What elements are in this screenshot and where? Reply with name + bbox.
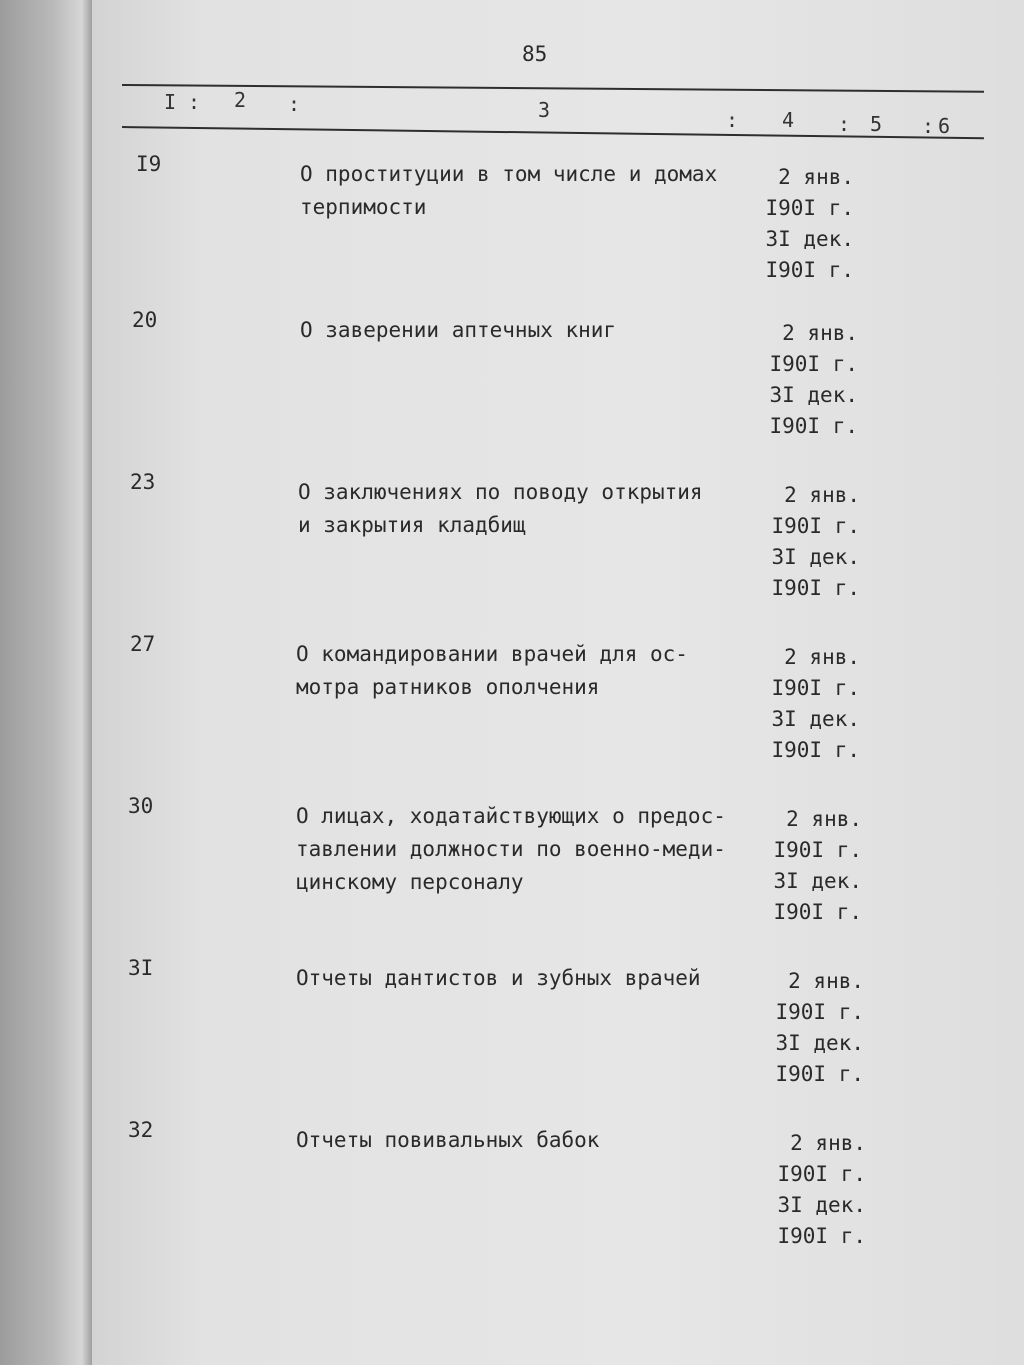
start-day: 2 янв. bbox=[784, 645, 860, 669]
entry-title: О заверении аптечных книг bbox=[300, 318, 617, 342]
end-year: I90I г. bbox=[773, 900, 862, 924]
entry-title: О лицах, ходатайствующих о предос- тавлении должности по военно-меди- цинскому персоналу bbox=[296, 804, 726, 894]
column-header-5: 5 bbox=[870, 112, 883, 136]
start-day: 2 янв. bbox=[786, 807, 862, 831]
entry-dates bbox=[740, 480, 860, 604]
start-day: 2 янв. bbox=[788, 969, 864, 993]
end-year: I90I г. bbox=[769, 414, 858, 438]
end-day: 3I дек. bbox=[771, 707, 860, 731]
start-day: 2 янв. bbox=[790, 1131, 866, 1155]
entry-title: О заключениях по поводу открытия и закрытия кладбищ bbox=[298, 480, 703, 537]
book-spine bbox=[0, 0, 96, 1365]
end-day: 3I дек. bbox=[765, 227, 854, 251]
start-year: I90I г. bbox=[773, 838, 862, 862]
entry-number: 32 bbox=[128, 1118, 154, 1142]
end-day: 3I дек. bbox=[769, 383, 858, 407]
column-separator-4: : bbox=[838, 112, 851, 136]
column-separator-5: : bbox=[922, 114, 935, 138]
page-number: 85 bbox=[522, 42, 548, 66]
column-separator-1: : bbox=[188, 90, 201, 114]
entry-number: 20 bbox=[132, 308, 158, 332]
end-day: 3I дек. bbox=[777, 1193, 866, 1217]
entry-number: 27 bbox=[130, 632, 156, 656]
start-year: I90I г. bbox=[771, 514, 860, 538]
start-day: 2 янв. bbox=[778, 165, 854, 189]
entry-dates bbox=[746, 1128, 866, 1252]
column-separator-3: : bbox=[726, 108, 739, 132]
end-year: I90I г. bbox=[765, 258, 854, 282]
start-year: I90I г. bbox=[775, 1000, 864, 1024]
end-year: I90I г. bbox=[771, 576, 860, 600]
entry-dates bbox=[734, 162, 854, 286]
end-year: I90I г. bbox=[775, 1062, 864, 1086]
entry-dates bbox=[744, 966, 864, 1090]
end-day: 3I дек. bbox=[773, 869, 862, 893]
entry-number: 30 bbox=[128, 794, 154, 818]
entry-title: О проституции в том числе и домах терпимости bbox=[300, 162, 718, 219]
document-page bbox=[92, 0, 1024, 1365]
column-header-1: I bbox=[164, 90, 177, 114]
column-header-2: 2 bbox=[234, 88, 247, 112]
entry-title: Отчеты повивальных бабок bbox=[296, 1128, 600, 1152]
header-bottom-rule bbox=[122, 126, 984, 139]
end-day: 3I дек. bbox=[771, 545, 860, 569]
end-day: 3I дек. bbox=[775, 1031, 864, 1055]
entry-number: 23 bbox=[130, 470, 156, 494]
start-year: I90I г. bbox=[771, 676, 860, 700]
entry-dates bbox=[742, 804, 862, 928]
column-header-4: 4 bbox=[782, 108, 795, 132]
end-year: I90I г. bbox=[777, 1224, 866, 1248]
entry-number: I9 bbox=[136, 152, 162, 176]
entry-dates bbox=[738, 318, 858, 442]
entry-number: 3I bbox=[128, 956, 154, 980]
start-year: I90I г. bbox=[765, 196, 854, 220]
column-header-3: 3 bbox=[538, 98, 551, 122]
entry-dates bbox=[740, 642, 860, 766]
column-separator-2: : bbox=[288, 92, 301, 116]
column-header-6: 6 bbox=[938, 114, 951, 138]
start-day: 2 янв. bbox=[782, 321, 858, 345]
start-day: 2 янв. bbox=[784, 483, 860, 507]
start-year: I90I г. bbox=[769, 352, 858, 376]
entry-title: Отчеты дантистов и зубных врачей bbox=[296, 966, 701, 990]
end-year: I90I г. bbox=[771, 738, 860, 762]
start-year: I90I г. bbox=[777, 1162, 866, 1186]
entry-title: О командировании врачей для ос- мотра ратников ополчения bbox=[296, 642, 688, 699]
header-top-rule bbox=[122, 84, 984, 93]
